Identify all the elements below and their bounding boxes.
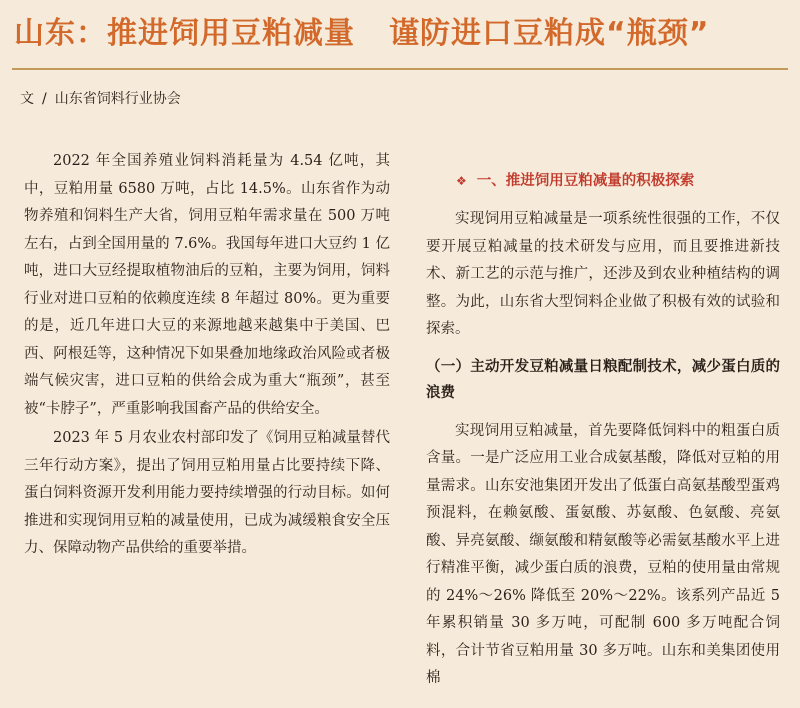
- title-part-right: 谨防进口豆粕成“瓶颈”: [389, 16, 710, 51]
- paragraph: 2023 年 5 月农业农村部印发了《饲用豆粕减量替代三年行动方案》，提出了饲用豆粕用量占比要持续下降、蛋白饲料资源开发利用能力要持续增强的行动目标。如何推进和实现饲用豆粕的减量使用，已成为减缓粮食安全压力、保障动物产品供给的重要举措。: [24, 430, 390, 556]
- right-column: [426, 168, 780, 693]
- left-column: [24, 148, 390, 563]
- byline-separator: /: [42, 91, 47, 107]
- byline-author: 山东省饲料行业协会: [54, 91, 181, 107]
- article-title: [14, 14, 794, 54]
- diamond-bullet-icon: ❖: [456, 174, 467, 188]
- paragraph: 2022 年全国养殖业饲料消耗量为 4.54 亿吨，其中，豆粕用量 6580 万吨，占比 14.5%。山东省作为动物养殖和饲料生产大省，饲用豆粕年需求量在 500 万吨左右，占到全国用量的 7.6%。我国每年进口大豆约 1 亿吨，进口大豆经提取植物油后的豆粕，主要为饲用，饲料行业对进口豆粕的依赖度连续 8 年超过 80%。更为重要的是，近几年进口大豆的来源地越来越集中于美国、巴西、阿根廷等，这种情况下如果叠加地缘政治风险或者极端气候灾害，进口豆粕的供给会成为重大“瓶颈”，甚至被“卡脖子”，严重影响我国畜产品的供给安全。: [24, 153, 390, 417]
- title-part-left: 山东：推进饲用豆粕减量: [14, 16, 355, 51]
- section-heading-text: 一、推进饲用豆粕减量的积极探索: [476, 173, 695, 189]
- byline: [20, 87, 181, 111]
- subsection-heading: （一）主动开发豆粕减量日粮配制技术，减少蛋白质的浪费: [426, 358, 780, 401]
- byline-prefix: 文: [20, 91, 34, 107]
- paragraph: 实现饲用豆粕减量，首先要降低饲料中的粗蛋白质含量。一是广泛应用工业合成氨基酸，降低对豆粕的用量需求。山东安池集团开发出了低蛋白高氨基酸型蛋鸡预混料，在赖氨酸、蛋氨酸、苏氨酸、色氨酸、亮氨酸、异亮氨酸、缬氨酸和精氨酸等必需氨基酸水平上进行精准平衡，减少蛋白质的浪费，豆粕的使用量由常规的 24%～26% 降低至 20%～22%。该系列产品近 5 年累积销量 30 多万吨，可配制 600 多万吨配合饲料，合计节省豆粕用量 30 多万吨。山东和美集团使用棉: [426, 422, 780, 686]
- section-heading: [456, 168, 780, 194]
- paragraph: 实现饲用豆粕减量是一项系统性很强的工作，不仅要开展豆粕减量的技术研发与应用，而且要推进新技术、新工艺的示范与推广，还涉及到农业种植结构的调整。为此，山东省大型饲料企业做了积极有效的试验和探索。: [426, 211, 780, 337]
- title-divider: [12, 68, 788, 70]
